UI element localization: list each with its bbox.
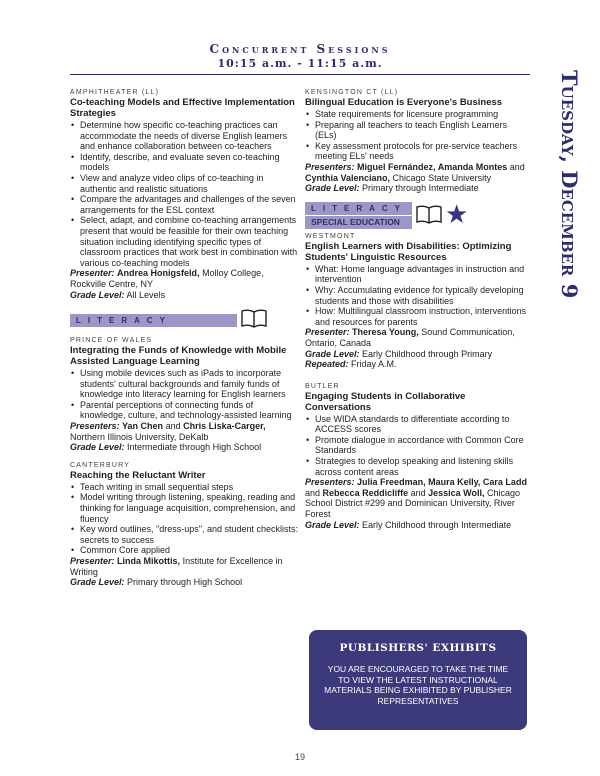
grade-label: Grade Level:	[305, 348, 360, 359]
presenter-label: Presenter:	[305, 327, 350, 338]
right-column	[305, 88, 530, 538]
list-item: • Use WIDA standards to differentiate according to ACCESS scores	[305, 414, 530, 435]
presenter-affiliation: Chicago School District #299 and Dominican University, River Forest	[305, 487, 521, 520]
day-label: Tuesday, December 9	[557, 70, 582, 299]
exhibits-heading: PUBLISHERS' EXHIBITS	[339, 642, 497, 654]
session-repeated	[305, 359, 530, 370]
literacy-special-ed-banner	[305, 198, 530, 229]
presenter-label: Presenter:	[70, 268, 115, 279]
session-bilingual-education	[305, 88, 530, 194]
session-grade	[70, 290, 300, 301]
presenter-affiliation: Northern Illinois University, DeKalb	[70, 431, 209, 442]
grade-value: Primary through Intermediate	[362, 183, 479, 194]
grade-label: Grade Level:	[70, 442, 125, 453]
session-bullets	[70, 368, 300, 421]
session-funds-of-knowledge	[70, 336, 300, 453]
grade-value: All Levels	[126, 289, 166, 300]
presenter-affiliation: Sound Communication, Ontario, Canada	[305, 327, 515, 348]
repeated-value: Friday A.M.	[351, 359, 397, 370]
session-presenter	[70, 556, 300, 577]
list-item: • Preparing all teachers to teach English Learners (ELs)	[305, 120, 530, 141]
book-icon	[415, 204, 443, 229]
list-item: • What: Home language advantages in instruction and intervention	[305, 264, 530, 285]
session-grade	[305, 183, 530, 194]
presenter-name: Julia Freedman, Maura Kelly, Cara Ladd	[357, 477, 527, 488]
session-title: Co-teaching Models and Effective Implementation Strategies	[70, 97, 295, 119]
list-item: • Determine how specific co-teaching practices can accommodate the needs of diverse English learners and enhance collaboration between co-teachers	[70, 120, 300, 152]
list-item: • Strategies to develop speaking and listening skills across content areas	[305, 456, 530, 477]
session-title: Bilingual Education is Everyone's Business	[305, 97, 503, 108]
special-education-label: SPECIAL EDUCATION	[305, 216, 412, 229]
list-item: • Parental perceptions of connecting funds of knowledge, culture, and technology-assisted learning	[70, 400, 300, 421]
literacy-label: LITERACY	[305, 202, 412, 215]
page-number: 19	[294, 752, 305, 762]
session-room: CANTERBURY	[70, 461, 131, 469]
presenter-name: Miguel Fernández, Amanda Montes	[357, 161, 508, 172]
presenter-label: Presenters:	[305, 161, 355, 172]
list-item: • Model writing through listening, speaking, reading and thinking for language acquisition, comprehension, and fluency	[70, 492, 300, 524]
session-title: Engaging Students in Collaborative Conversations	[305, 390, 466, 413]
presenter-label: Presenters:	[305, 477, 355, 488]
grade-label: Grade Level:	[305, 183, 360, 194]
session-presenter	[70, 421, 300, 442]
star-icon: ★	[445, 198, 469, 229]
list-item: • Identify, describe, and evaluate seven co-teaching models	[70, 152, 300, 173]
grade-label: Grade Level:	[70, 289, 125, 300]
session-presenter	[305, 327, 530, 348]
session-collaborative-conversations	[305, 382, 530, 531]
header-rule	[70, 74, 530, 75]
session-bullets	[305, 264, 530, 328]
and-text: and	[410, 487, 426, 498]
session-presenter	[70, 268, 300, 289]
header-time: 10:15 a.m. - 11:15 a.m.	[217, 57, 383, 70]
grade-value: Intermediate through High School	[127, 442, 262, 453]
list-item: • Compare the advantages and challenges of the seven arrangements for the ESL context	[70, 194, 300, 215]
presenter-name: Chris Liska-Carger,	[183, 421, 266, 432]
session-presenter	[305, 162, 530, 183]
session-grade	[305, 520, 530, 531]
publishers-exhibits-box	[309, 630, 527, 730]
day-sidebar	[548, 70, 588, 330]
session-title: English Learners with Disabilities: Optimizing Students' Linguistic Resources	[305, 240, 512, 263]
presenter-label: Presenters:	[70, 421, 120, 432]
and-text: and	[305, 487, 321, 498]
left-column	[70, 88, 300, 596]
session-room: PRINCE OF WALES	[70, 337, 153, 345]
session-room: AMPHITHEATER (LL)	[70, 89, 160, 96]
session-grade	[305, 349, 530, 360]
session-room: WESTMONT	[305, 232, 356, 240]
presenter-name: Linda Mikottis,	[117, 556, 181, 566]
list-item: • Key word outlines, "dress-ups", and student checklists: secrets to success	[70, 524, 300, 545]
grade-label: Grade Level:	[305, 519, 360, 530]
grade-value: Early Childhood through Primary	[362, 348, 493, 359]
presenter-affiliation: Institute for Excellence in Writing	[70, 556, 283, 577]
session-bullets	[305, 414, 530, 478]
repeated-label: Repeated:	[305, 359, 349, 370]
grade-value: Early Childhood through Intermediate	[362, 519, 512, 530]
presenter-name: Yan Chen	[122, 421, 164, 432]
header-title: Concurrent Sessions	[209, 42, 391, 56]
session-grade	[70, 577, 300, 588]
list-item: • How: Multilingual classroom instruction, interventions and resources for parents	[305, 306, 530, 327]
session-grade	[70, 442, 300, 453]
page-header	[70, 42, 530, 75]
session-title: Integrating the Funds of Knowledge with Mobile Assisted Language Learning	[70, 345, 287, 368]
session-title: Reaching the Reluctant Writer	[70, 469, 206, 481]
presenter-name: Andrea Honigsfeld,	[117, 268, 200, 279]
session-room: KENSINGTON CT (LL)	[305, 89, 399, 96]
presenter-name: Cynthia Valenciano,	[305, 172, 391, 183]
list-item: • Key assessment protocols for pre-service teachers meeting ELs' needs	[305, 141, 530, 162]
and-text: and	[165, 421, 181, 432]
list-item: • Promote dialogue in accordance with Common Core Standards	[305, 435, 530, 456]
grade-label: Grade Level:	[70, 577, 125, 588]
session-presenter	[305, 477, 530, 519]
presenter-label: Presenter:	[70, 556, 115, 566]
literacy-strand-banner	[70, 308, 300, 333]
session-bullets	[70, 482, 300, 556]
presenter-affiliation: Chicago State University	[392, 172, 492, 183]
presenter-affiliation: Molloy College, Rockville Centre, NY	[70, 268, 264, 289]
list-item: • Why: Accumulating evidence for typically developing students and those with disabilities	[305, 285, 530, 306]
list-item: • Common Core applied	[70, 545, 300, 556]
list-item: • Select, adapt, and combine co-teaching arrangements present that would be feasible for their own teaching situation including identifying specific types of classroom practices that work best in combination with various co-teaching models	[70, 215, 300, 268]
session-bullets	[70, 120, 300, 268]
exhibits-text: YOU ARE ENCOURAGED TO TAKE THE TIME TO VIEW THE LATEST INSTRUCTIONAL MATERIALS BEING EXHIBITED BY PUBLISHER REPRESENTATIVES	[324, 664, 512, 706]
session-coteaching	[70, 88, 300, 300]
session-bullets	[305, 109, 530, 162]
and-text: and	[509, 161, 525, 172]
presenter-name: Jessica Woll,	[428, 487, 485, 498]
session-reluctant-writer	[70, 461, 300, 588]
list-item: • State requirements for licensure programming	[305, 109, 530, 120]
list-item: • Teach writing in small sequential steps	[70, 482, 300, 493]
session-learners-disabilities	[305, 232, 530, 370]
list-item: • Using mobile devices such as iPads to incorporate students' cultural backgrounds and family funds of knowledge into literacy learning for English learners	[70, 368, 300, 400]
session-room: BUTLER	[305, 382, 340, 390]
presenter-name: Rebecca Reddicliffe	[322, 487, 409, 498]
book-icon	[240, 308, 268, 333]
list-item: • View and analyze video clips of co-teaching in authentic and realistic situations	[70, 173, 300, 194]
grade-value: Primary through High School	[127, 577, 243, 588]
presenter-name: Theresa Young,	[352, 327, 419, 338]
literacy-label: LITERACY	[70, 314, 237, 327]
